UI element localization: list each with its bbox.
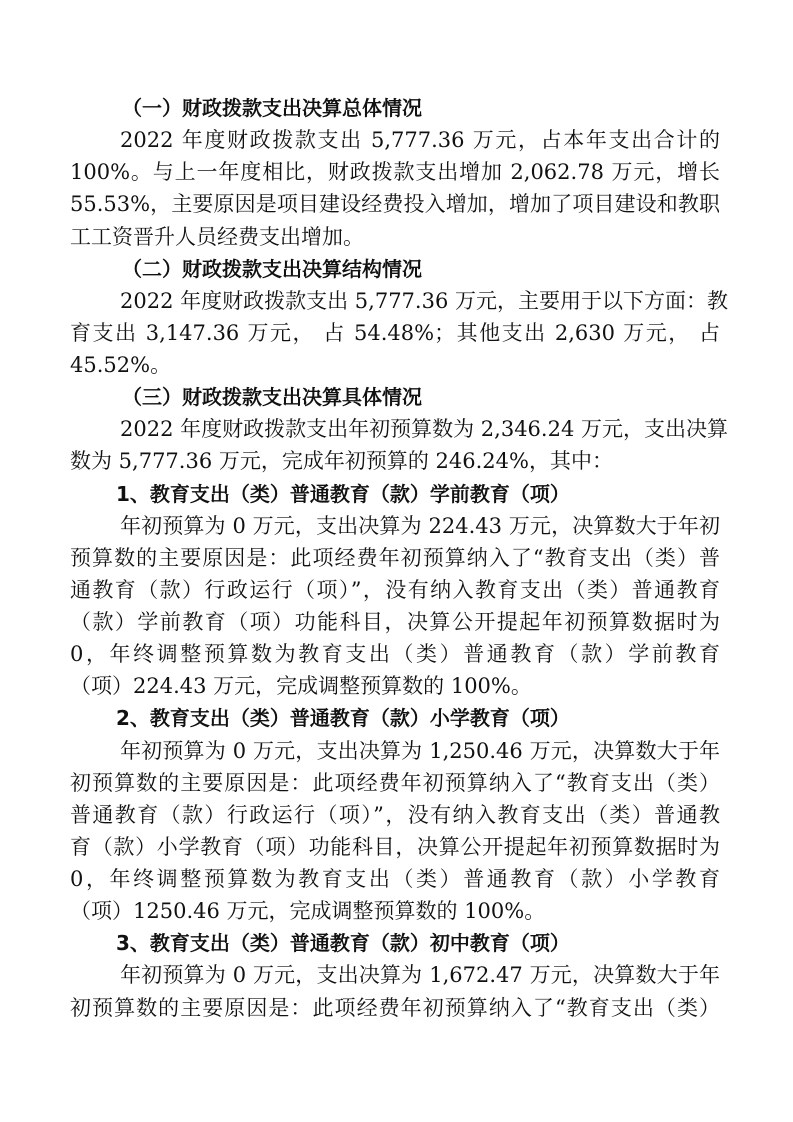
paragraph [70,510,720,703]
text-line: 数为 5,777.36 万元，完成年初预算的 246.24%，其中： [70,449,613,474]
text-line: 45.52%。 [70,353,172,377]
heading-text: 2、教育支出（类）普通教育（款）小学教育（项） [116,706,570,731]
paragraph [70,735,720,928]
section-heading [70,92,720,124]
heading-text: （二）财政拨款支出决算结构情况 [122,256,422,281]
text-line: 2022 年度财政拨款支出 5,777.36 万元，占本年支出合计的 [120,128,720,153]
heading-text: 1、教育支出（类）普通教育（款）学前教育（项） [116,481,570,506]
text-line: 育（款）小学教育（项）功能科目，决算公开提起年初预算数据时为 [70,834,720,859]
text-line: （款）学前教育（项）功能科目，决算公开提起年初预算数据时为 [70,610,720,634]
text-line: 普通教育（款）行政运行（项）”，没有纳入教育支出（类）普通教 [70,802,720,827]
heading-text: （一）财政拨款支出决算总体情况 [122,96,422,120]
text-line: 育支出 3,147.36 万元， 占 54.48%；其他支出 2,630 万元， 占 [70,320,720,345]
text-line: 年初预算为 0 万元，支出决算为 224.43 万元，决算数大于年初 [120,513,720,538]
text-line: 55.53%，主要原因是项目建设经费投入增加，增加了项目建设和教职 [70,192,720,217]
heading-text: （三）财政拨款支出决算具体情况 [122,385,422,410]
heading-text: 3、教育支出（类）普通教育（款）初中教育（项） [116,931,570,956]
section-heading [70,702,720,734]
section-heading [70,927,720,959]
text-line: 2022 年度财政拨款支出年初预算数为 2,346.24 万元，支出决算 [120,417,728,442]
paragraph [70,285,728,381]
text-line: 预算数的主要原因是：此项经费年初预算纳入了“教育支出（类）普 [70,545,720,570]
text-line: 工工资晋升人员经费支出增加。 [70,224,364,249]
text-line: 初预算数的主要原因是：此项经费年初预算纳入了“教育支出（类） [70,770,720,795]
section-heading [70,381,720,413]
paragraph [70,413,728,477]
text-line: 2022 年度财政拨款支出 5,777.36 万元，主要用于以下方面：教 [120,288,728,313]
text-line: 100%。与上一年度相比，财政拨款支出增加 2,062.78 万元，增长 [70,160,720,185]
text-line: 初预算数的主要原因是：此项经费年初预算纳入了“教育支出（类） [70,995,720,1020]
text-line: 年初预算为 0 万元，支出决算为 1,250.46 万元，决算数大于年 [120,738,720,763]
section-heading [70,253,720,285]
text-line: （项）1250.46 万元，完成调整预算数的 100%。 [70,899,546,924]
text-line: 0，年终调整预算数为教育支出（类）普通教育（款）小学教育 [70,867,720,891]
document-page [70,92,728,1024]
paragraph [70,124,720,253]
section-heading [70,478,720,510]
text-line: 通教育（款）行政运行（项）”，没有纳入教育支出（类）普通教育 [70,577,720,602]
text-line: （项）224.43 万元，完成调整预算数的 100%。 [70,674,532,699]
text-line: 0，年终调整预算数为教育支出（类）普通教育（款）学前教育 [70,642,720,667]
text-line: 年初预算为 0 万元，支出决算为 1,672.47 万元，决算数大于年 [120,963,720,988]
paragraph [70,959,720,1023]
